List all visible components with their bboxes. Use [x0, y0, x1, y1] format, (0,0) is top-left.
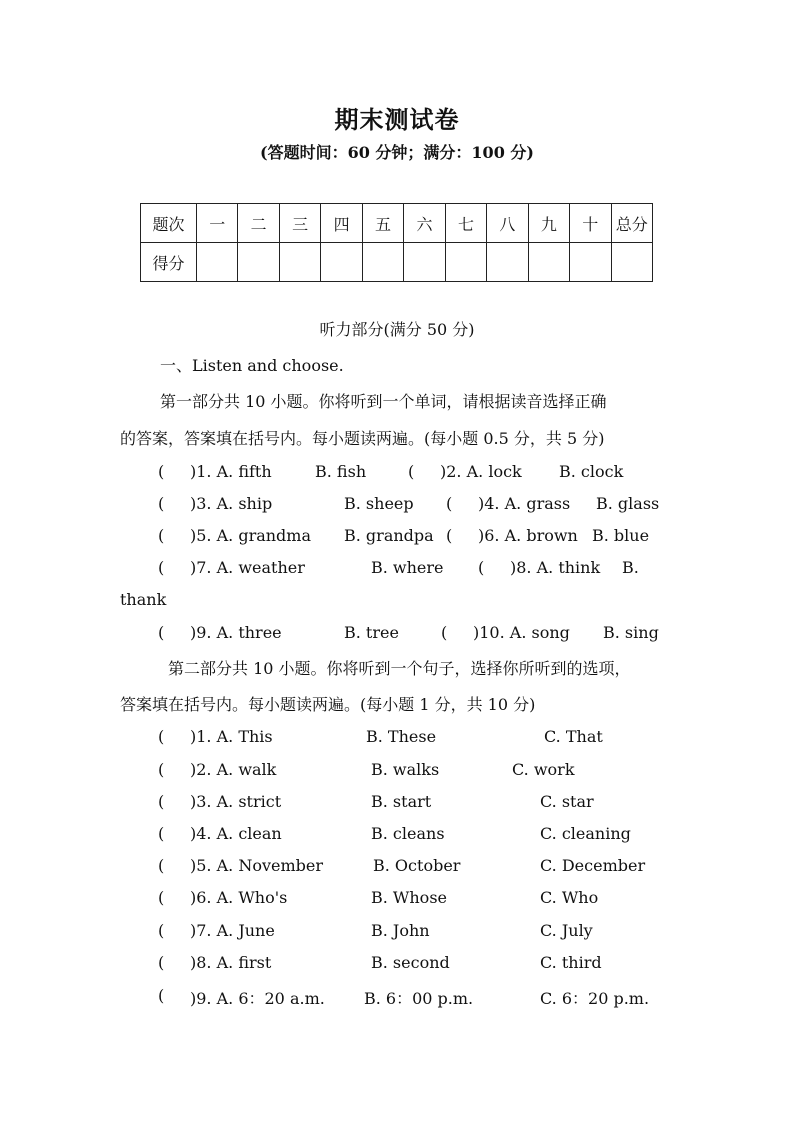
answer-paren[interactable]: (	[158, 888, 165, 907]
answer-paren[interactable]: (	[158, 526, 165, 545]
table-cell: 十	[570, 204, 611, 243]
answer-paren[interactable]: (	[158, 986, 165, 1005]
table-cell: 得分	[141, 243, 197, 282]
answer-paren[interactable]: (	[441, 623, 448, 642]
option-a: )7. A. weather	[190, 558, 305, 577]
option-a: )1. A. This	[190, 727, 273, 746]
score-table-score-row	[141, 243, 653, 282]
answer-paren[interactable]: (	[158, 558, 165, 577]
table-cell: 七	[445, 204, 486, 243]
option-b: B. glass	[596, 494, 660, 513]
score-input-cell[interactable]	[445, 243, 486, 282]
option-a: )1. A. fifth	[190, 462, 272, 481]
option-b: B. These	[366, 727, 437, 746]
option-c: C. 6：20 p.m.	[540, 989, 650, 1008]
option-b: B. clock	[559, 462, 624, 481]
option-c: C. July	[540, 921, 593, 940]
option-a: )2. A. lock	[440, 462, 522, 481]
option-a: )7. A. June	[190, 921, 275, 940]
exam-info: (答题时间：60 分钟；满分：100 分)	[260, 143, 534, 162]
option-c: C. star	[540, 792, 594, 811]
score-input-cell[interactable]	[487, 243, 528, 282]
answer-paren[interactable]: (	[158, 921, 165, 940]
option-a: )2. A. walk	[190, 760, 277, 779]
table-cell: 三	[279, 204, 320, 243]
answer-paren[interactable]: (	[408, 462, 415, 481]
table-cell: 四	[321, 204, 362, 243]
option-c: C. work	[512, 760, 575, 779]
score-table	[140, 203, 653, 282]
option-b: B. grandpa	[344, 526, 434, 545]
score-input-cell[interactable]	[197, 243, 238, 282]
score-input-cell[interactable]	[528, 243, 569, 282]
option-c: C. December	[540, 856, 646, 875]
option-b: B. walks	[371, 760, 440, 779]
option-b: B. fish	[315, 462, 367, 481]
table-cell: 六	[404, 204, 445, 243]
table-cell: 一	[197, 204, 238, 243]
answer-paren[interactable]: (	[446, 494, 453, 513]
option-a: )6. A. Who's	[190, 888, 288, 907]
option-b: B. start	[371, 792, 432, 811]
option-a: )5. A. November	[190, 856, 323, 875]
option-a: )8. A. think	[510, 558, 601, 577]
option-a: )9. A. 6：20 a.m.	[190, 989, 325, 1008]
option-b: B. cleans	[371, 824, 445, 843]
option-a: )3. A. ship	[190, 494, 273, 513]
option-b: B. where	[371, 558, 444, 577]
answer-paren[interactable]: (	[478, 558, 485, 577]
option-b: B. 6：00 p.m.	[364, 989, 474, 1008]
option-c: C. Who	[540, 888, 599, 907]
option-b: B. tree	[344, 623, 399, 642]
score-input-cell[interactable]	[570, 243, 611, 282]
answer-paren[interactable]: (	[158, 824, 165, 843]
score-input-cell[interactable]	[362, 243, 403, 282]
option-a: )4. A. clean	[190, 824, 282, 843]
answer-paren[interactable]: (	[446, 526, 453, 545]
option-a: )5. A. grandma	[190, 526, 312, 545]
option-b: B. blue	[592, 526, 650, 545]
option-c: C. cleaning	[540, 824, 631, 843]
part2-instructions: 第二部分共 10 小题。你将听到一个句子，选择你所听到的选项，	[168, 659, 631, 678]
score-input-cell[interactable]	[238, 243, 279, 282]
score-input-cell[interactable]	[321, 243, 362, 282]
option-a: )10. A. song	[473, 623, 570, 642]
table-cell: 题次	[141, 204, 197, 243]
option-b: B. sing	[603, 623, 659, 642]
answer-paren[interactable]: (	[158, 760, 165, 779]
answer-paren[interactable]: (	[158, 953, 165, 972]
option-b: B.	[622, 558, 639, 577]
score-input-cell[interactable]	[404, 243, 445, 282]
table-cell: 八	[487, 204, 528, 243]
answer-paren[interactable]: (	[158, 494, 165, 513]
answer-paren[interactable]: (	[158, 856, 165, 875]
listening-section-header: 听力部分(满分 50 分)	[319, 320, 475, 339]
option-b: B. October	[373, 856, 461, 875]
table-cell: 二	[238, 204, 279, 243]
option-a: )9. A. three	[190, 623, 282, 642]
option-a: )3. A. strict	[190, 792, 282, 811]
answer-paren[interactable]: (	[158, 462, 165, 481]
option-b: B. second	[371, 953, 450, 972]
answer-paren[interactable]: (	[158, 727, 165, 746]
option-a: )6. A. brown	[478, 526, 578, 545]
option-b: B. John	[371, 921, 430, 940]
part1-instructions: 的答案，答案填在括号内。每小题读两遍。(每小题 0.5 分，共 5 分)	[120, 429, 605, 448]
part1-instructions: 第一部分共 10 小题。你将听到一个单词，请根据读音选择正确	[160, 392, 607, 411]
option-b: B. Whose	[371, 888, 447, 907]
option-c: C. That	[544, 727, 603, 746]
option-a: )4. A. grass	[478, 494, 571, 513]
answer-paren[interactable]: (	[158, 623, 165, 642]
score-input-cell[interactable]	[611, 243, 652, 282]
score-input-cell[interactable]	[279, 243, 320, 282]
part2-instructions: 答案填在括号内。每小题读两遍。(每小题 1 分，共 10 分)	[120, 695, 536, 714]
wrapped-text: thank	[120, 590, 167, 609]
option-a: )8. A. first	[190, 953, 272, 972]
option-b: B. sheep	[344, 494, 414, 513]
answer-paren[interactable]: (	[158, 792, 165, 811]
table-cell: 总分	[611, 204, 652, 243]
option-c: C. third	[540, 953, 602, 972]
section-title: 一、Listen and choose.	[160, 356, 344, 375]
score-table-header-row	[141, 204, 653, 243]
table-cell: 九	[528, 204, 569, 243]
table-cell: 五	[362, 204, 403, 243]
page-title: 期末测试卷	[334, 105, 460, 134]
